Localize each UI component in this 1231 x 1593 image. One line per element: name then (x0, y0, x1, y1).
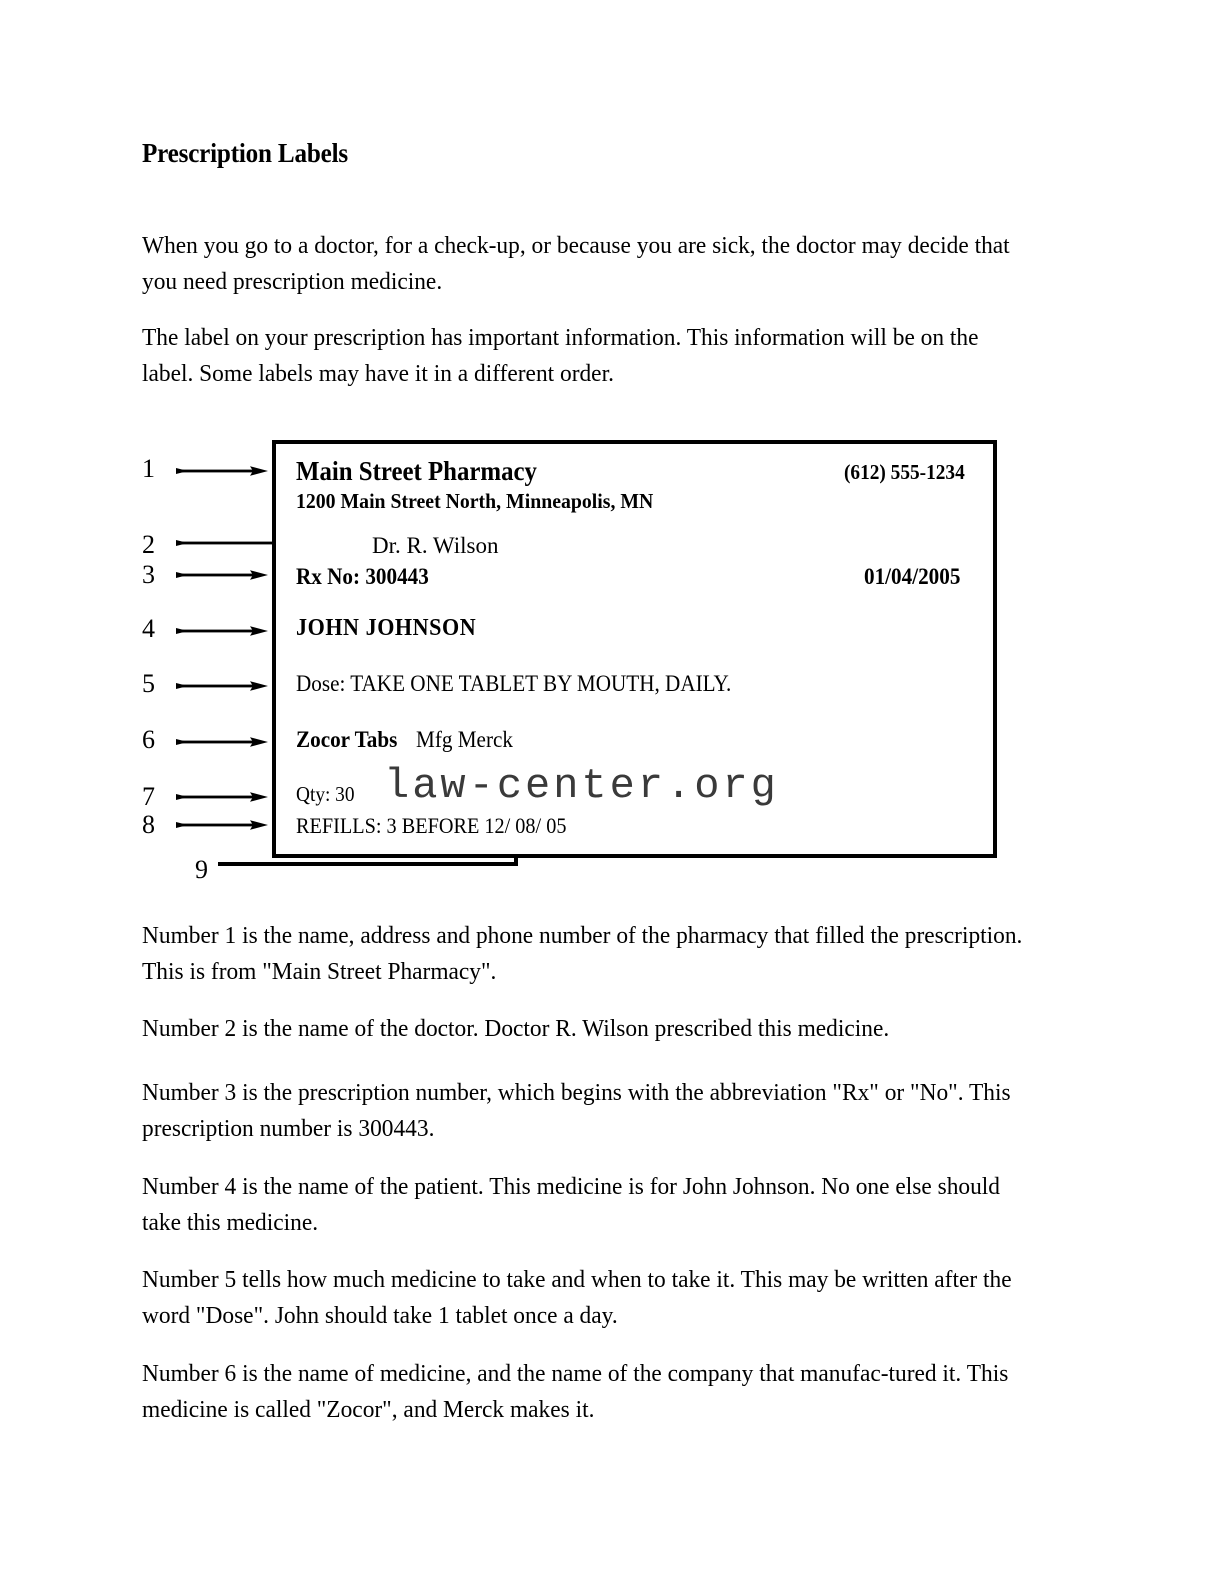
intro-paragraph-1: When you go to a doctor, for a check-up, or because you are sick, the doctor may decide that you need prescription medicine. (142, 232, 1010, 295)
callout-number-7: 7 (142, 782, 155, 811)
callout-arrow-7-icon (176, 790, 268, 804)
intro-paragraph-2: The label on your prescription has important information. This information will be on the label. Some labels may have it in a different order. (142, 324, 979, 387)
callout-number-3: 3 (142, 560, 155, 589)
refills-and-expiry: REFILLS: 3 BEFORE 12/ 08/ 05 (296, 813, 567, 838)
drug-manufacturer: Mfg Merck (416, 727, 514, 752)
quantity: Qty: 30 (296, 782, 355, 806)
callout-number-8: 8 (142, 810, 155, 839)
patient-name: JOHN JOHNSON (296, 615, 477, 641)
explanation-paragraph-2: Number 2 is the name of the doctor. Doctor R. Wilson prescribed this medicine. (142, 1015, 890, 1042)
page-title: Prescription Labels (142, 138, 348, 168)
drug-name: Zocor Tabs (296, 727, 398, 752)
explanation-paragraph-1: Number 1 is the name, address and phone number of the pharmacy that filled the prescription. This is from "Main Street Pharmacy". (142, 922, 1023, 985)
callout-arrow-5-icon (176, 679, 268, 693)
callout-number-2: 2 (142, 530, 155, 559)
fill-date: 01/04/2005 (864, 564, 961, 589)
callout-number-4: 4 (142, 614, 155, 643)
pharmacy-name: Main Street Pharmacy (296, 456, 537, 486)
callout-arrow-8-icon (176, 818, 268, 832)
prescription-label-box (272, 440, 997, 858)
pharmacy-address: 1200 Main Street North, Minneapolis, MN (296, 489, 654, 513)
callout-arrow-1-icon (176, 464, 268, 478)
callout-number-5: 5 (142, 669, 155, 698)
callout-arrow-3-icon (176, 568, 268, 582)
explanation-paragraph-4: Number 4 is the name of the patient. This medicine is for John Johnson. No one else should take this medicine. (142, 1173, 1000, 1236)
watermark-text: law-center.org (384, 762, 779, 810)
explanation-paragraph-6: Number 6 is the name of medicine, and the name of the company that manufac-tured it. This medicine is called "Zocor", and Merck makes it. (142, 1360, 1009, 1423)
explanation-paragraph-5: Number 5 tells how much medicine to take and when to take it. This may be written after the word "Dose". John should take 1 tablet once a day. (142, 1266, 1012, 1329)
pharmacy-phone: (612) 555-1234 (843, 460, 965, 484)
callout-arrow-4-icon (176, 624, 268, 638)
prescribing-doctor: Dr. R. Wilson (372, 533, 499, 558)
callout-number-6: 6 (142, 725, 155, 754)
drug-and-manufacturer (296, 727, 522, 753)
dose-instructions: Dose: TAKE ONE TABLET BY MOUTH, DAILY. (296, 671, 732, 696)
callout-number-1: 1 (142, 454, 155, 483)
rx-number: Rx No: 300443 (296, 564, 429, 589)
callout-arrow-6-icon (176, 735, 268, 749)
callout-number-9: 9 (195, 855, 208, 884)
explanation-paragraph-3: Number 3 is the prescription number, which begins with the abbreviation "Rx" or "No". This prescription number is 300443. (142, 1079, 1011, 1142)
